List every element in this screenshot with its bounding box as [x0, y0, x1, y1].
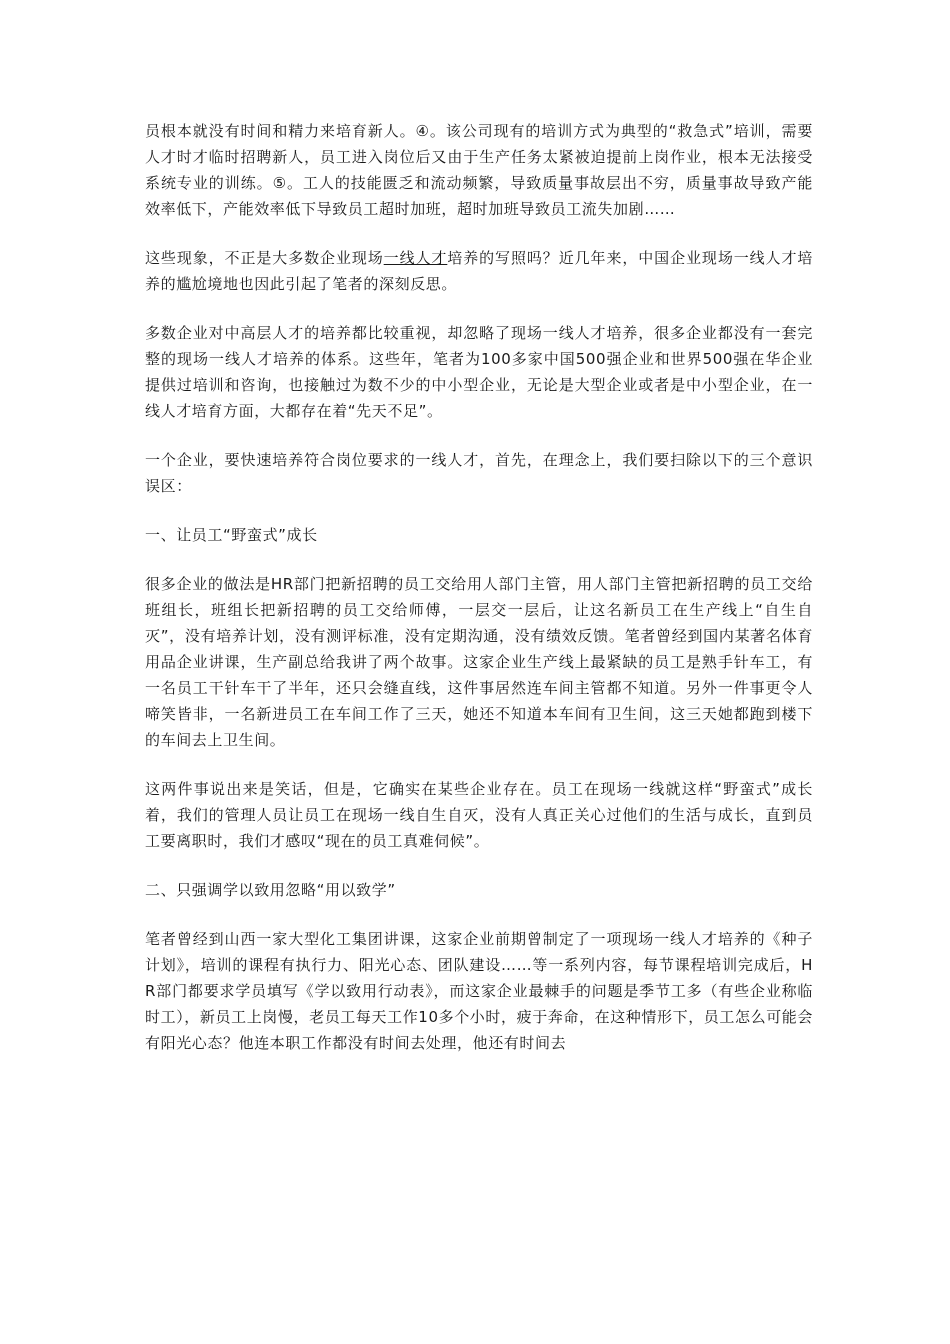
- paragraph-7: 笔者曾经到山西一家大型化工集团讲课，这家企业前期曾制定了一项现场一线人才培养的《种子计划》，培训的课程有执行力、阳光心态、团队建设……等一系列内容，每节课程培训完成后，HR部门都要求学员填写《学以致用行动表》，而这家企业最棘手的问题是季节工多（有些企业称临时工），新员工上岗慢，老员工每天工作10多个小时，疲于奔命，在这种情形下，员工怎么可能会有阳光心态？他连本职工作都没有时间去处理，他还有时间去: [145, 930, 813, 1052]
- section-heading-1: 一、让员工“野蛮式”成长: [145, 526, 318, 544]
- underlined-term: 一线人才: [383, 249, 448, 267]
- paragraph-6: 这两件事说出来是笑话，但是，它确实在某些企业存在。员工在现场一线就这样“野蛮式”成长着，我们的管理人员让员工在现场一线自生自灭，没有人真正关心过他们的生活与成长，直到员工要离职时，我们才感叹“现在的员工真难伺候”。: [145, 780, 813, 850]
- paragraph-5: 很多企业的做法是HR部门把新招聘的员工交给用人部门主管，用人部门主管把新招聘的员工交给班组长，班组长把新招聘的员工交给师傅，一层交一层后，让这名新员工在生产线上“自生自灭”，没有培养计划，没有测评标准，没有定期沟通，没有绩效反馈。笔者曾经到国内某著名体育用品企业讲课，生产副总给我讲了两个故事。这家企业生产线上最紧缺的员工是熟手针车工，有一名员工干针车干了半年，还只会缝直线，这件事居然连车间主管都不知道。另外一件事更令人啼笑皆非，一名新进员工在车间工作了三天，她还不知道本车间有卫生间，这三天她都跑到楼下的车间去上卫生间。: [145, 575, 813, 749]
- document-page: [145, 118, 813, 1079]
- paragraph-3: 多数企业对中高层人才的培养都比较重视，却忽略了现场一线人才培养，很多企业都没有一套完整的现场一线人才培养的体系。这些年，笔者为100多家中国500强企业和世界500强在华企业提供过培训和咨询，也接触过为数不少的中小型企业，无论是大型企业或者是中小型企业，在一线人才培育方面，大都存在着“先天不足”。: [145, 324, 813, 420]
- paragraph-2: [145, 245, 813, 297]
- paragraph-1: 员根本就没有时间和精力来培育新人。④。该公司现有的培训方式为典型的“救急式”培训，需要人才时才临时招聘新人，员工进入岗位后又由于生产任务太紧被迫提前上岗作业，根本无法接受系统专业的训练。⑤。工人的技能匮乏和流动频繁，导致质量事故层出不穷，质量事故导致产能效率低下，产能效率低下导致员工超时加班，超时加班导致员工流失加剧……: [145, 122, 813, 218]
- paragraph-2-post: 培养的写照吗？近几年来，中国企业现场一线人才培养的尴尬境地也因此引起了笔者的深刻反思。: [145, 249, 813, 293]
- section-heading-2: 二、只强调学以致用忽略“用以致学”: [145, 881, 396, 899]
- paragraph-4: 一个企业，要快速培养符合岗位要求的一线人才，首先，在理念上，我们要扫除以下的三个意识误区：: [145, 451, 813, 495]
- paragraph-2-pre: 这些现象，不正是大多数企业现场: [145, 249, 384, 267]
